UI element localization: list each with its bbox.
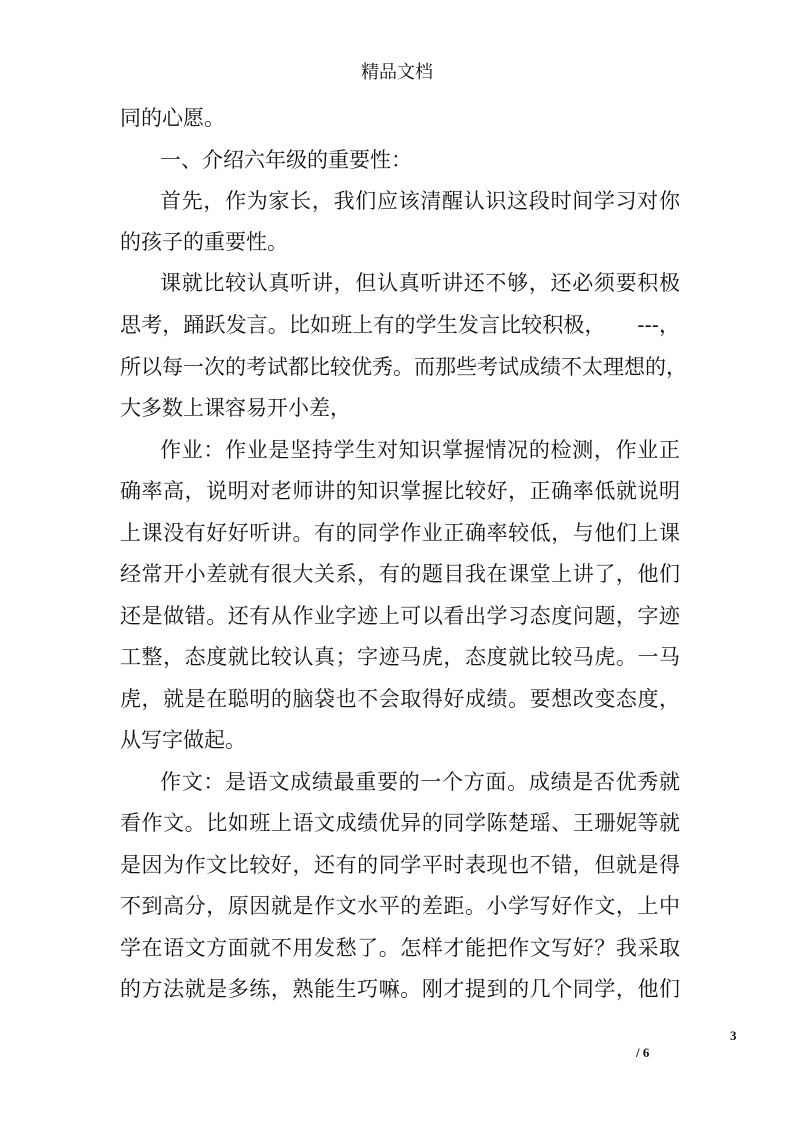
text-line: 虎，就是在聪明的脑袋也不会取得好成绩。要想改变态度，	[120, 687, 681, 711]
text-line: 的方法就是多练，熟能生巧嘛。刚才提到的几个同学，他们	[120, 977, 681, 1001]
text-line: 同的心愿。	[120, 106, 225, 130]
text-line: 思考，踊跃发言。比如班上有的学生发言比较积极， ---，	[120, 313, 681, 337]
text-line: 看作文。比如班上语文成绩优异的同学陈楚瑶、王珊妮等就	[120, 811, 681, 835]
text-line: 经常开小差就有很大关系，有的题目我在课堂上讲了，他们	[120, 562, 681, 586]
text-line: 学在语文方面就不用发愁了。怎样才能把作文写好？我采取	[120, 936, 681, 960]
text-line: 不到高分，原因就是作文水平的差距。小学写好作文，上中	[120, 894, 681, 918]
text-line: 确率高，说明对老师讲的知识掌握比较好，正确率低就说明	[120, 479, 681, 503]
page-header-title: 精品文档	[361, 62, 433, 83]
page-number: 3	[730, 1028, 737, 1043]
text-line: 是因为作文比较好，还有的同学平时表现也不错，但就是得	[120, 853, 681, 877]
page-total: / 6	[636, 1045, 650, 1060]
text-line: 大多数上课容易开小差，	[120, 396, 351, 420]
text-line: 上课没有好好听讲。有的同学作业正确率较低，与他们上课	[120, 521, 681, 545]
text-line: 还是做错。还有从作业字迹上可以看出学习态度问题，字迹	[120, 604, 681, 628]
text-line: 从写字做起。	[120, 728, 246, 752]
text-line: 课就比较认真听讲，但认真听讲还不够，还必须要积极	[160, 271, 681, 295]
text-line: 工整，态度就比较认真；字迹马虎，态度就比较马虎。一马	[120, 645, 681, 669]
text-line: 的孩子的重要性。	[120, 230, 288, 254]
text-line: 所以每一次的考试都比较优秀。而那些考试成绩不太理想的，	[120, 355, 687, 379]
text-line: 首先，作为家长，我们应该清醒认识这段时间学习对你	[160, 189, 681, 213]
text-line: 作业：作业是坚持学生对知识掌握情况的检测，作业正	[160, 438, 681, 462]
section-heading: 一、介绍六年级的重要性：	[160, 148, 412, 172]
text-line: 作文：是语文成绩最重要的一个方面。成绩是否优秀就	[160, 770, 681, 794]
